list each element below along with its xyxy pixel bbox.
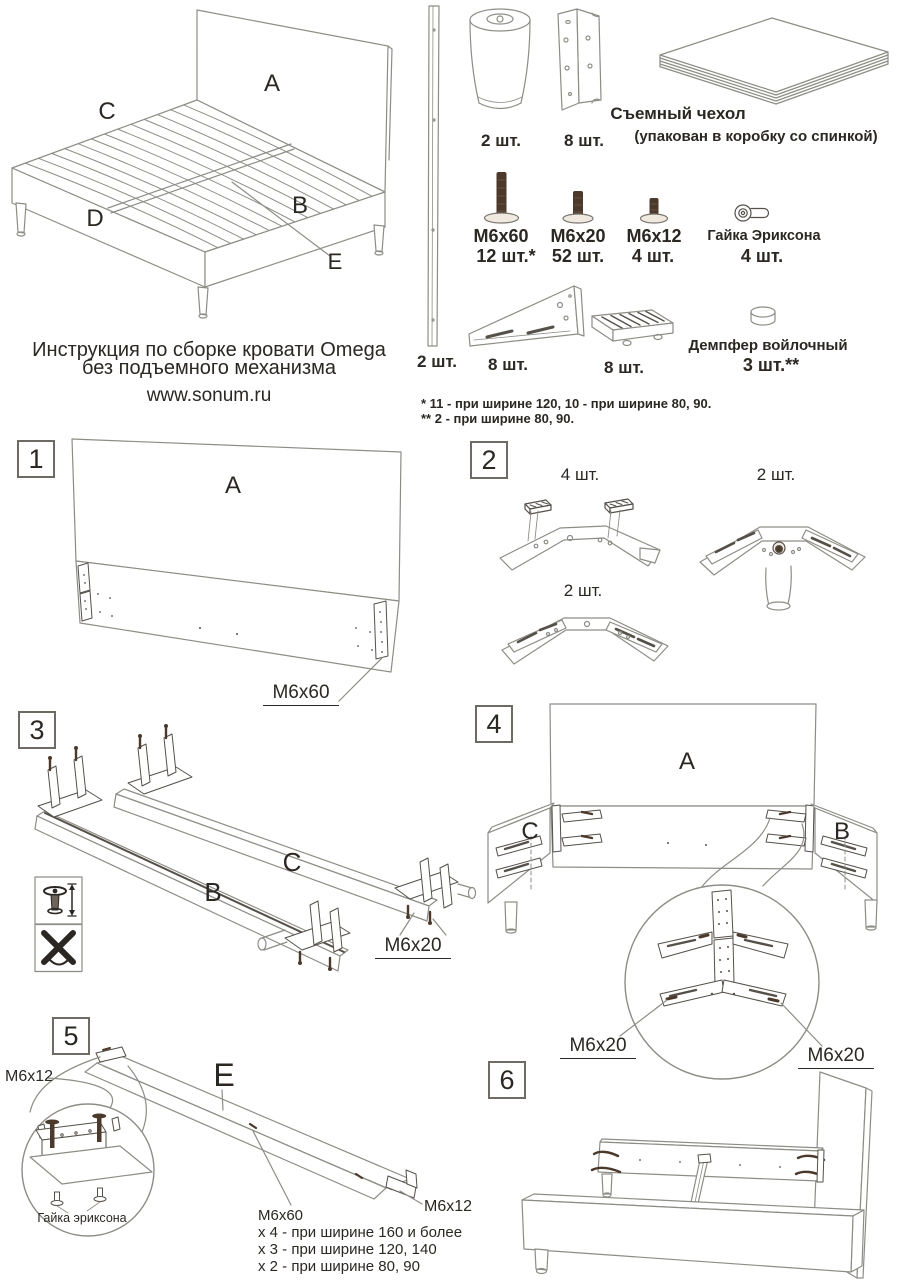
step5-number — [52, 1017, 90, 1055]
bolt-m6x60-label: M6x60 — [473, 226, 529, 246]
step2-number-text: 2 — [481, 444, 497, 475]
step2-qty-with-leg: 2 шт. — [756, 465, 796, 484]
step5-bolt-top-label: M6x12 — [5, 1068, 54, 1085]
cover-note: (упакован в коробку со спинкой) — [634, 128, 878, 145]
step6-drawing — [522, 1072, 872, 1278]
bolt-m6x20-label: M6x20 — [550, 226, 606, 246]
bolt-m6x20-icon — [563, 191, 593, 223]
page-title-line1: Инструкция по сборке кровати Omega — [32, 339, 386, 361]
step2-qty-dampers: 4 шт. — [560, 465, 600, 484]
step4-bolt-left-label: M6x20 — [560, 1036, 636, 1059]
step1-number-text: 1 — [28, 443, 44, 474]
step5-note-line2: x 3 - при ширине 120, 140 — [258, 1241, 437, 1258]
overview-label-c: C — [98, 98, 116, 125]
step4-label-a: A — [678, 748, 695, 775]
part-corner-bracket-drawing — [469, 286, 584, 346]
bolt-m6x60-qty: 12 шт.* — [476, 246, 536, 266]
overview-label-b: B — [291, 192, 308, 219]
step6-number — [488, 1061, 526, 1099]
erikson-nut-qty: 4 шт. — [740, 246, 784, 266]
overview-label-a: A — [263, 70, 280, 97]
strip-qty: 2 шт. — [417, 352, 457, 371]
footnote-1: * 11 - при ширине 120, 10 - при ширине 80, 90. — [421, 396, 712, 411]
part-cover-drawing — [660, 18, 888, 104]
step5-note-line1: x 4 - при ширине 160 и более — [258, 1224, 463, 1241]
step2-number — [470, 441, 508, 479]
step4-bolt-right-label: M6x20 — [798, 1046, 874, 1069]
felt-damper-qty: 3 шт.** — [742, 355, 800, 375]
step3-number — [18, 711, 56, 749]
step6-number-text: 6 — [499, 1064, 515, 1095]
corner-angle-qty: 8 шт. — [564, 131, 604, 150]
step1-number — [17, 440, 55, 478]
step3-number-text: 3 — [29, 714, 45, 745]
leg-qty: 2 шт. — [481, 131, 521, 150]
part-metal-strip-drawing — [428, 6, 439, 346]
part-leg-drawing — [470, 9, 530, 109]
footnote-2: ** 2 - при ширине 80, 90. — [421, 411, 575, 426]
step4-number — [475, 705, 513, 743]
corner-bracket-qty: 8 шт. — [488, 355, 528, 374]
cover-name: Съемный чехол — [610, 104, 746, 123]
step5-bolt-note — [258, 1207, 462, 1275]
step3-bolt-label: M6x20 — [375, 936, 451, 959]
overview-label-e: E — [327, 249, 343, 274]
step5-note-line3: x 2 - при ширине 80, 90 — [258, 1258, 420, 1275]
step5-label-e: E — [213, 1057, 235, 1093]
part-corner-angle-drawing — [558, 9, 601, 110]
bolt-m6x20-qty: 52 шт. — [551, 246, 605, 266]
step2-qty-plain: 2 шт. — [563, 581, 603, 600]
part-slat-holder-drawing — [592, 310, 673, 346]
step5-nut-label: Гайка эриксона — [37, 1211, 127, 1225]
bolt-m6x60-icon — [485, 172, 519, 223]
page-title-line2: без подъемного механизма — [81, 357, 337, 379]
step3-label-b: B — [204, 877, 222, 907]
erikson-nut-label: Гайка Эриксона — [707, 228, 821, 244]
overview-label-d: D — [86, 205, 104, 232]
step5-note-title: M6x60 — [258, 1207, 304, 1224]
bolt-m6x12-icon — [641, 198, 668, 223]
step4-number-text: 4 — [486, 708, 502, 739]
step4-label-b: B — [833, 818, 850, 845]
bolt-m6x12-label: M6x12 — [626, 226, 682, 246]
step3-label-c: C — [282, 847, 302, 877]
felt-damper-label: Демпфер войлочный — [688, 337, 848, 354]
erikson-nut-icon — [735, 205, 769, 221]
step1-label-a: A — [224, 472, 241, 499]
slat-holder-qty: 8 шт. — [604, 358, 644, 377]
website-url: www.sonum.ru — [146, 385, 272, 406]
bolt-m6x12-qty: 4 шт. — [631, 246, 675, 266]
step1-bolt-label: M6x60 — [263, 683, 339, 706]
step4-label-c: C — [521, 818, 539, 845]
part-felt-damper-drawing — [751, 307, 775, 325]
step5-bolt-right-label: M6x12 — [424, 1198, 473, 1215]
step5-number-text: 5 — [63, 1020, 79, 1051]
